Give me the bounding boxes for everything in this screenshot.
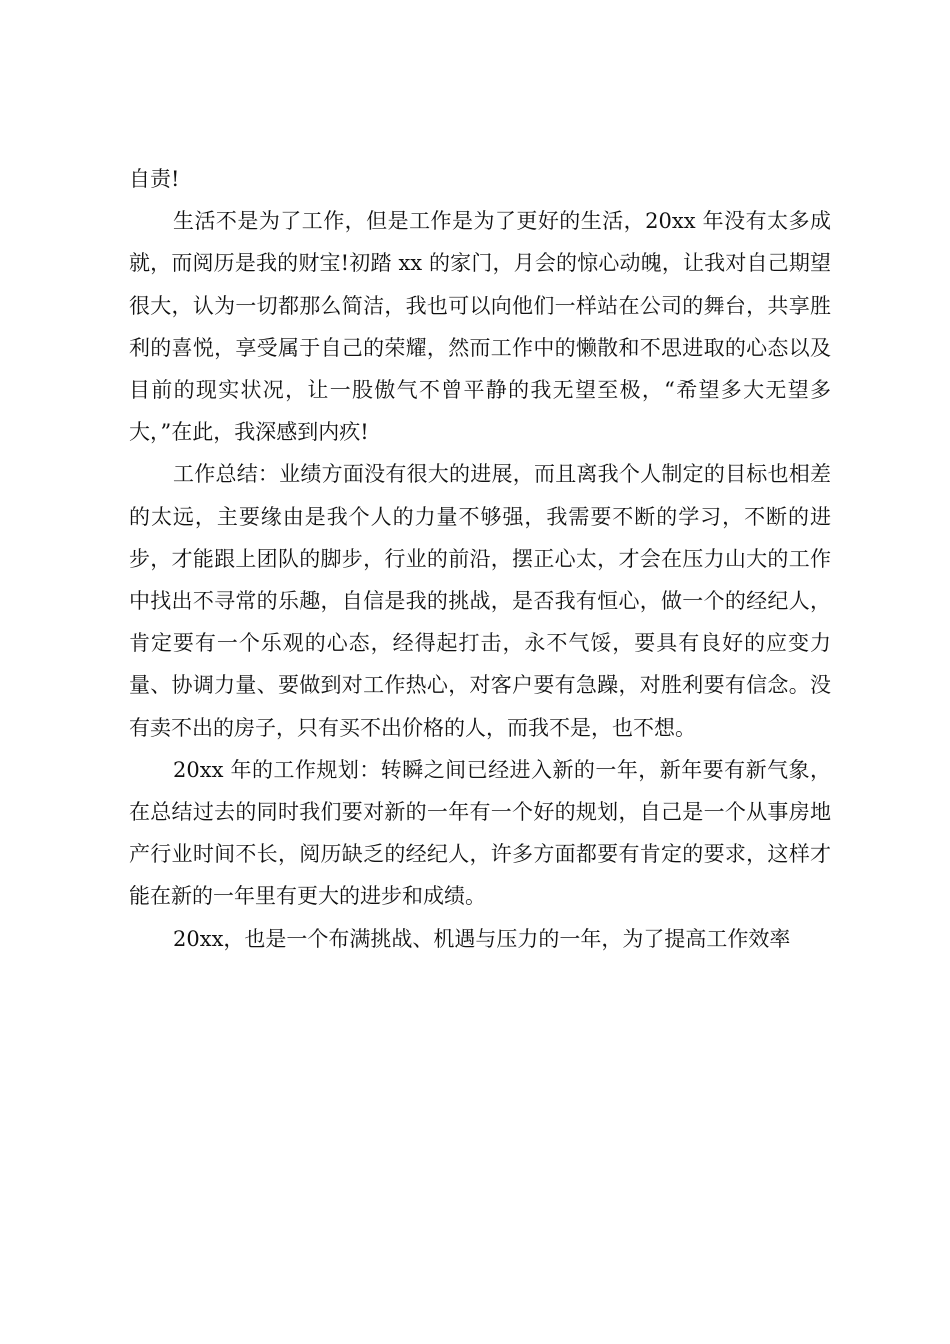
paragraph-4: 20xx 年的工作规划：转瞬之间已经进入新的一年，新年要有新气象，在总结过去的同时我们要对新的一年有一个好的规划，自己是一个从事房地产行业时间不长，阅历缺乏的经纪人，许多方面都要有肯定的要求，这样才能在新的一年里有更大的进步和成绩。 xyxy=(129,757,831,909)
paragraph-5: 20xx，也是一个布满挑战、机遇与压力的一年，为了提高工作效率 xyxy=(173,926,791,951)
paragraph-2: 生活不是为了工作，但是工作是为了更好的生活，20xx 年没有太多成就，而阅历是我的财宝!初踏 xx 的家门，月会的惊心动魄，让我对自己期望很大，认为一切都那么简洁，我也可以向他们一样站在公司的舞台，共享胜利的喜悦，享受属于自己的荣耀，然而工作中的懒散和不思进取的心态以及目前的现实状况，让一股傲气不曾平静的我无望至极，“希望多大无望多大，”在此，我深感到内疚! xyxy=(129,209,831,445)
document-body xyxy=(129,158,831,960)
paragraph-1: 自责! xyxy=(129,167,180,191)
paragraph-3: 工作总结：业绩方面没有很大的进展，而且离我个人制定的目标也相差的太远，主要缘由是我个人的力量不够强，我需要不断的学习，不断的进步，才能跟上团队的脚步，行业的前沿，摆正心太，才会在压力山大的工作中找出不寻常的乐趣，自信是我的挑战，是否我有恒心，做一个的经纪人，肯定要有一个乐观的心态，经得起打击，永不气馁，要具有良好的应变力量、协调力量、要做到对工作热心，对客户要有急躁，对胜利要有信念。没有卖不出的房子，只有买不出价格的人，而我不是，也不想。 xyxy=(129,462,831,740)
